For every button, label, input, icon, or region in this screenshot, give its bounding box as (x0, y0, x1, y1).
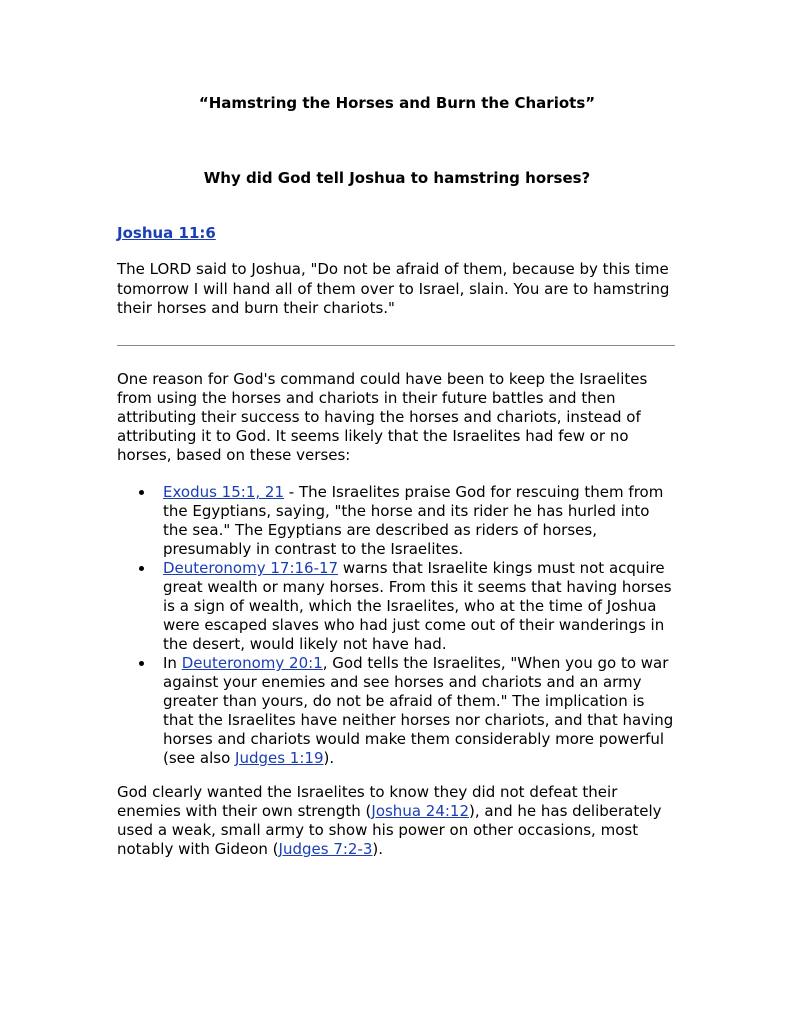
list-item (117, 559, 677, 654)
bullet-icon (139, 490, 144, 495)
verse-list (117, 483, 677, 768)
closing-paragraph (117, 783, 677, 859)
deuteronomy-17-link[interactable]: Deuteronomy 17:16-17 (163, 559, 339, 577)
deuteronomy-20-link[interactable]: Deuteronomy 20:1 (181, 654, 323, 672)
verse-quote: The LORD said to Joshua, "Do not be afraid of them, because by this time tomorrow I will hand all of them over to Israel, slain. You are to hamstring their horses and burn their chariots." (117, 260, 670, 317)
closing-text-2: ), and he has deliberately used a weak, small army to show his power on other occasions, most notably with Gideon ( (117, 802, 662, 858)
bullet-icon (139, 566, 144, 571)
list-item-prefix: In (163, 654, 182, 672)
intro-paragraph: One reason for God's command could have been to keep the Israelites from using the horses and chariots in their future battles and then attributing their success to having the horses and chariots, instead of attributing it to God. It seems likely that the Israelites had few or no horses, based on these verses: (117, 370, 648, 464)
page-title: “Hamstring the Horses and Burn the Chariots” (198, 94, 596, 112)
joshua-24-12-link[interactable]: Joshua 24:12 (371, 802, 470, 820)
judges-7-link[interactable]: Judges 7:2-3 (278, 840, 373, 858)
list-item (117, 483, 677, 559)
page-subtitle: Why did God tell Joshua to hamstring horses? (203, 169, 591, 187)
list-item (117, 654, 677, 768)
joshua-11-6-link[interactable]: Joshua 11:6 (117, 224, 216, 242)
list-item-suffix: ). (323, 749, 335, 767)
exodus-15-link[interactable]: Exodus 15:1, 21 (163, 483, 284, 501)
judges-1-19-link[interactable]: Judges 1:19 (235, 749, 324, 767)
horizontal-divider (117, 345, 675, 346)
list-item-text: warns that Israelite kings must not acquire great wealth or many horses. From this it seems that having horses is a sign of wealth, which the Israelites, who at the time of Joshua were escaped slaves who had just come out of their wanderings in the desert, would likely not have had. (163, 559, 672, 653)
list-item-text: , God tells the Israelites, "When you go to war against your enemies and see horses and chariots and an army greater than yours, do not be afraid of them." The implication is that the Israelites have neither horses nor chariots, and that having horses and chariots would make them considerably more powerful (see also (163, 654, 674, 767)
reference-heading (117, 223, 216, 243)
list-item-text: - The Israelites praise God for rescuing them from the Egyptians, saying, "the horse and its rider he has hurled into the sea." The Egyptians are described as riders of horses, presumably in contrast to the Israelites. (163, 483, 664, 558)
bullet-icon (139, 661, 144, 666)
closing-text-3: ). (372, 840, 384, 858)
closing-text-1: God clearly wanted the Israelites to know they did not defeat their enemies with their own strength ( (117, 783, 618, 820)
